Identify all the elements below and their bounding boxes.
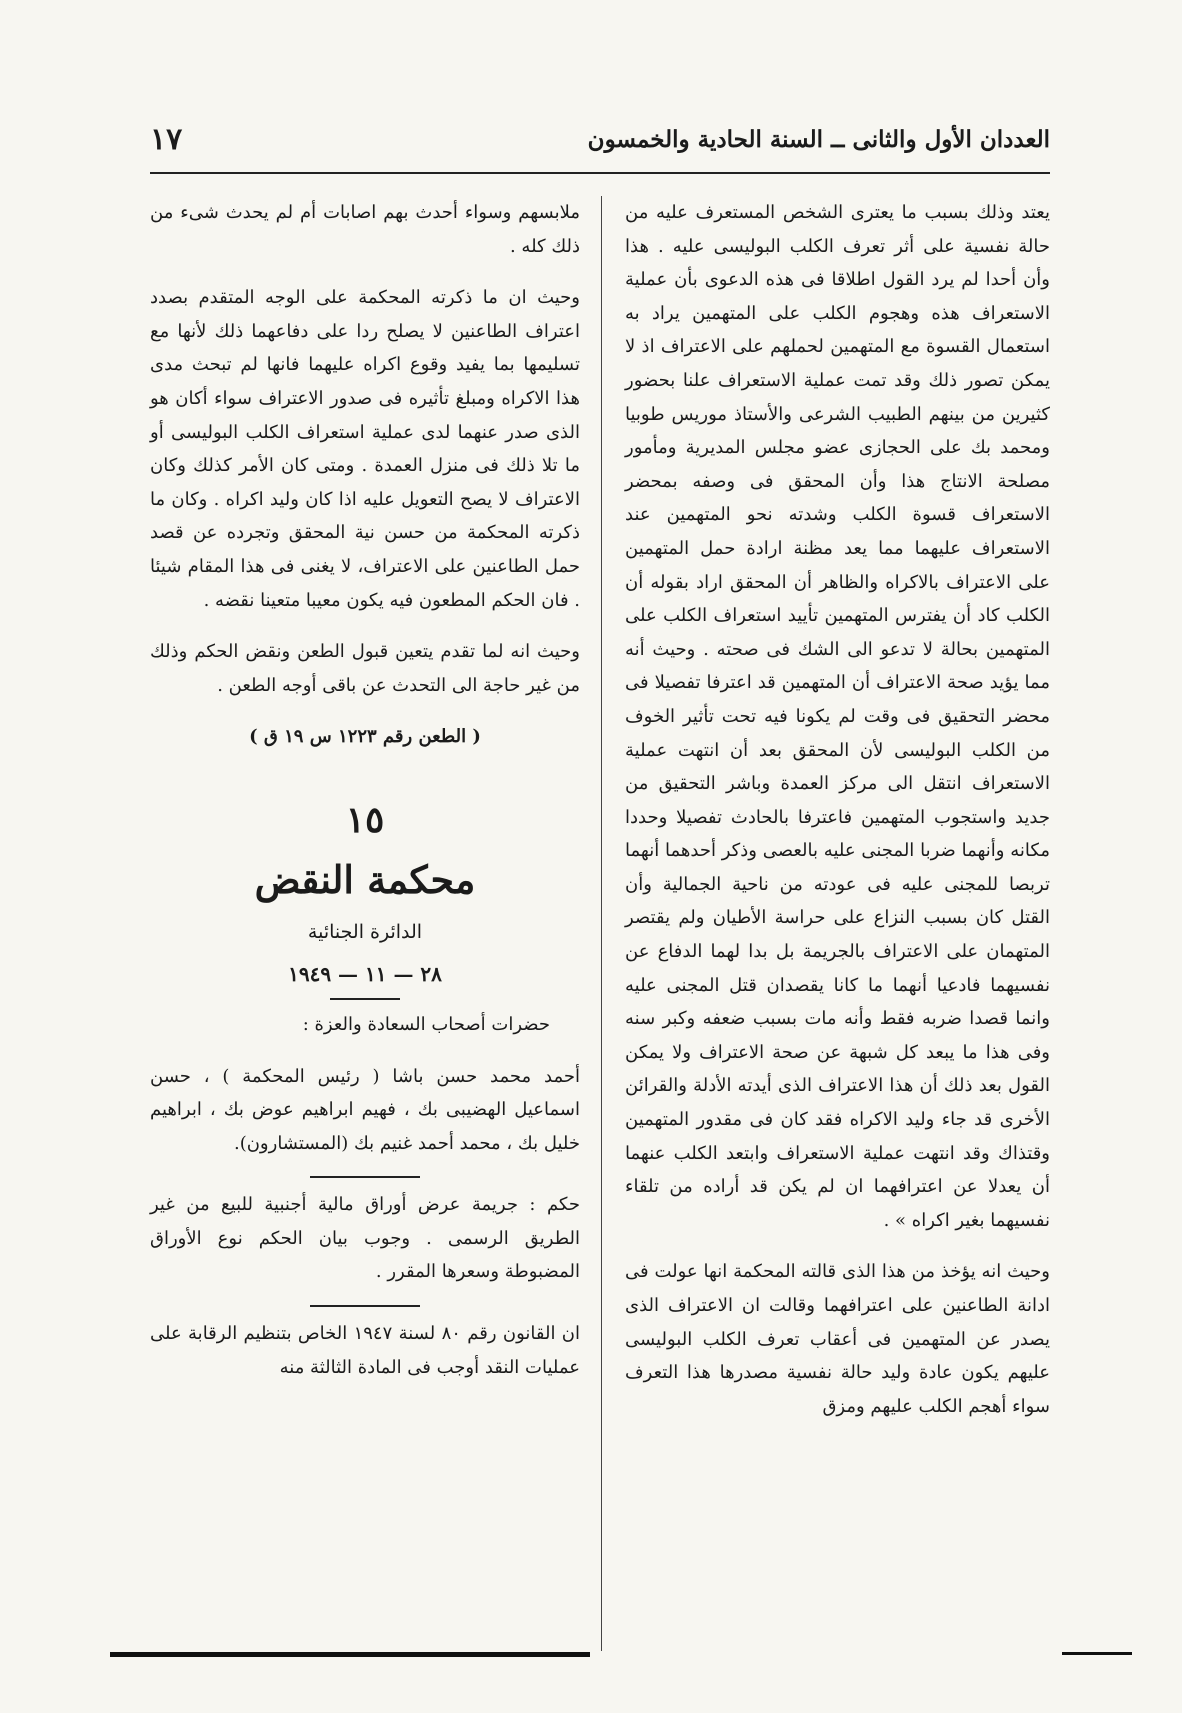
footer-rule (110, 1652, 590, 1657)
left-column (150, 196, 580, 1384)
page-header (150, 118, 1050, 174)
appeal-citation: ( الطعن رقم ١٢٢٣ س ١٩ ق ) (249, 726, 481, 748)
attendees-list: أحمد محمد حسن باشا ( رئيس المحكمة ) ، حسن اسماعيل الهضيبى بك ، فهيم ابراهيم عوض بك ، ابراهيم خليل بك ، محمد أحمد غنيم بك (المستشارون). (150, 1065, 580, 1154)
section-rule (310, 1305, 420, 1307)
body-paragraph: ملابسهم وسواء أحدث بهم اصابات أم لم يحدث شىء من ذلك كله . (150, 202, 580, 257)
paragraph-gap (150, 263, 580, 281)
body-paragraph: يعتد وذلك بسبب ما يعترى الشخص المستعرف عليه من حالة نفسية على أثر تعرف الكلب البوليسى عليه . هذا وأن أحدا لم يرد القول اطلاقا فى هذه الدعوى بأن عملية الاستعراف هذه وهجوم الكلب على المتهمين يراد به استعمال القسوة مع المتهمين لحملهم على الاعتراف اذ لا يمكن تصور ذلك وقد تمت عملية الاستعراف علنا بحضور كثيرين من بينهم الطبيب الشرعى والأستاذ موريس طوبيا ومحمد بك على الحجازى عضو مجلس المديرية ومأمور مصلحة الانتاج هذا وأن المحقق فى وصفه بمحضر الاستعراف قسوة الكلب وشدته نحو المتهمين عند الاستعراف عليهما مما يعد مظنة ارادة حمل المتهمين على الاعتراف بالاكراه والظاهر أن المحقق اراد بقوله أن الكلب كاد أن يفترس المتهمين تأييد استعراف الكلب على المتهمين بحالة لا تدعو الى الشك فى صحته . وحيث أنه مما يؤيد صحة الاعتراف أن المتهمين قد اعترفا تفصيلا فى محضر التحقيق فى وقت لم يكونا فيه تحت تأثير الخوف من الكلب البوليسى لأن المحقق بعد أن انتهت عملية الاستعراف انتقل الى مركز العمدة وباشر التحقيق من جديد واستجوب المتهمين فاعترفا بالحادث تفصيلا وحددا مكانه وأنهما ضربا المجنى عليه بالعصى وذكر أحدهما أنهما تربصا للمجنى عليه فى عودته من ناحية الجمالية وأن القتل كان بسبب النزاع على حراسة الأطيان ولم يقتصر المتهمان على الاعتراف بالجريمة بل بدا لهما الدفاع عن نفسيهما فادعيا أنهما ما كانا يقصدان قتل المجنى عليه وانما قصدا ضربه فقط وأنه مات بسبب ضعفه وكبر سنه وفى هذا ما يبعد كل شبهة عن صحة الاعتراف ولا يمكن القول بعد ذلك أن هذا الاعتراف الذى أيدته الأدلة والقرائن الأخرى قد جاء وليد الاكراه فقد كان فى مقدور المتهمين وقتذاك وقد انتهت عملية الاستعراف وابتعد الكلب عنهما أن يعدلا عن اعترافهما ان لم يكن قد أراده من تلقاء نفسيهما بغير اكراه » . (625, 202, 1050, 1231)
paragraph-gap (150, 702, 580, 720)
section-rule (330, 998, 400, 1000)
body-paragraph: وحيث انه لما تقدم يتعين قبول الطعن ونقض الحكم وذلك من غير حاجة الى التحدث عن باقى أوجه الطعن . (150, 641, 580, 696)
right-column (625, 196, 1050, 1423)
paragraph-gap (150, 617, 580, 635)
paragraph-gap (625, 1237, 1050, 1255)
court-name: محكمة النقض (254, 856, 476, 902)
case-number: ١٥ (345, 798, 385, 841)
body-paragraph: وحيث ان ما ذكرته المحكمة على الوجه المتقدم بصدد اعتراف الطاعنين لا يصلح ردا على دفاعهما ذلك لأنها مع تسليمها بما يفيد وقوع اكراه عليهما فانها لم تبحث مدى هذا الاكراه ومبلغ تأثيره فى صدور الاعتراف سواء أكان هو الذى صدر عنهما لدى عملية استعراف الكلب البوليسى أو ما تلا ذلك فى منزل العمدة . ومتى كان الأمر كذلك وكان الاعتراف لا يصح التعويل عليه اذا كان وليد اكراه . وكان ما ذكرته المحكمة من حسن نية المحقق وتجرده عن قصد حمل الطاعنين على الاعتراف، لا يغنى فى هذا المقام شيئا . فان الحكم المطعون فيه يكون معيبا متعينا نقضه . (150, 287, 580, 611)
body-paragraph: وحيث انه يؤخذ من هذا الذى قالته المحكمة انها عولت فى ادانة الطاعنين على اعترافهما وقالت ان الاعتراف الذى يصدر عن المتهمين فى أعقاب تعرف الكلب البوليسى عليهم يكون عادة وليد حالة نفسية مصدرها هذا التعرف سواء أهجم الكلب عليهم ومزق (625, 1261, 1050, 1417)
ruling-date: ٢٨ — ١١ — ١٩٤٩ (288, 961, 442, 986)
column-divider (601, 196, 602, 1651)
ruling-summary: حكم : جريمة عرض أوراق مالية أجنبية للبيع من غير الطريق الرسمى . وجوب بيان الحكم نوع الأوراق المضبوطة وسعرها المقرر . (150, 1194, 580, 1283)
section-rule (310, 1176, 420, 1178)
paragraph-gap (150, 1042, 580, 1060)
attendees-title: حضرات أصحاب السعادة والعزة : (302, 1013, 550, 1035)
page-number: ١٧ (150, 122, 183, 157)
footer-rule (1062, 1652, 1132, 1655)
issue-title: العددان الأول والثانى ــ السنة الحادية والخمسون (587, 126, 1050, 153)
chamber-name: الدائرة الجنائية (307, 920, 423, 943)
legal-principle: ان القانون رقم ٨٠ لسنة ١٩٤٧ الخاص بتنظيم الرقابة على عمليات النقد أوجب فى المادة الثالثة منه (150, 1323, 580, 1378)
